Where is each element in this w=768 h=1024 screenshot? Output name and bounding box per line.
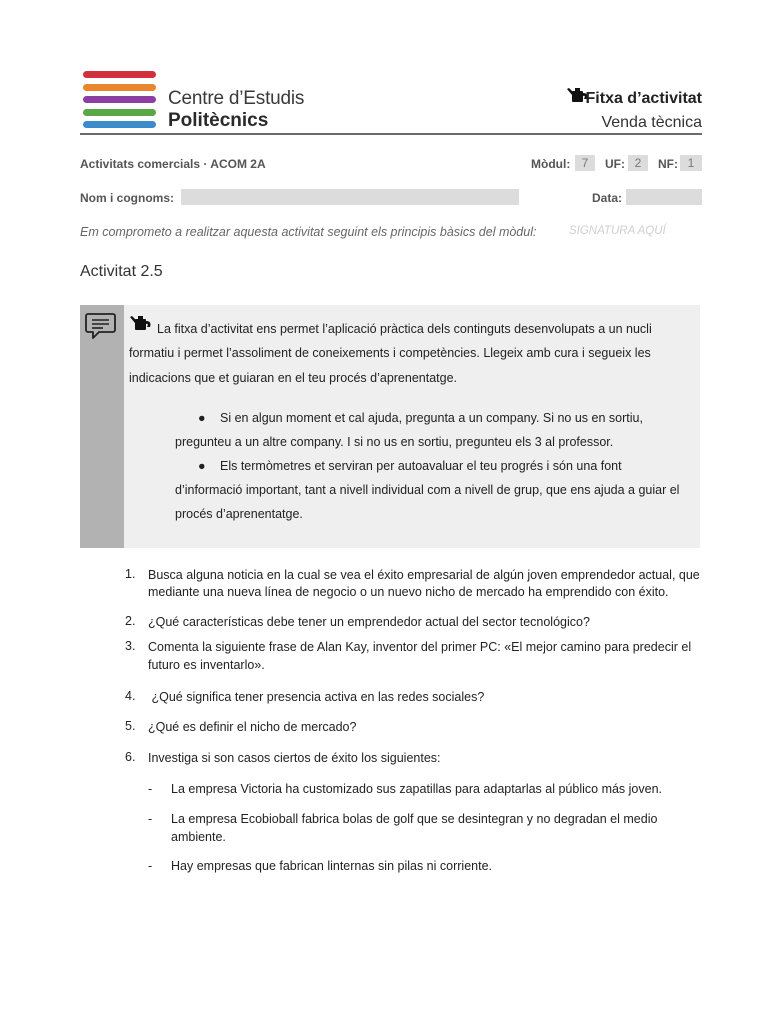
case-dash: -	[148, 782, 153, 796]
document-type: Fitxa d’activitat	[585, 90, 702, 107]
name-label: Nom i cognoms:	[80, 191, 175, 205]
uf-value[interactable]: 2	[628, 155, 648, 171]
question-1-line-1: Busca alguna noticia en la cual se vea el éxito empresarial de algún joven emprendedor actual, que	[148, 568, 700, 582]
info-box-sidebar	[80, 305, 124, 548]
question-3-line-2: futuro es inventarlo».	[148, 658, 265, 672]
date-field[interactable]	[626, 189, 702, 205]
question-2: ¿Qué características debe tener un emprendedor actual del sector tecnológico?	[148, 615, 590, 629]
activity-title: Activitat 2.5	[80, 263, 163, 280]
info-bullet-1-line-1: Si en algun moment et cal ajuda, pregunta a un company. Si no us en sortiu,	[220, 411, 643, 425]
question-3-line-1: Comenta la siguiente frase de Alan Kay, inventor del primer PC: «El mejor camino para predecir el	[148, 640, 692, 654]
question-number: 4.	[125, 689, 136, 703]
nf-label: NF:	[658, 157, 678, 171]
bullet-dot: ●	[198, 411, 206, 425]
case-3: Hay empresas que fabrican linternas sin pilas ni corriente.	[171, 859, 492, 873]
case-dash: -	[148, 812, 153, 826]
header-divider	[80, 133, 702, 135]
logo-line-2: Politècnics	[168, 110, 269, 131]
modul-value[interactable]: 7	[575, 155, 595, 171]
info-bullet-1-line-2: pregunteu a un altre company. I si no us en sortiu, pregunteu els 3 al professor.	[175, 435, 614, 449]
nf-value[interactable]: 1	[680, 155, 702, 171]
question-number: 6.	[125, 750, 136, 764]
date-label: Data:	[592, 191, 623, 205]
info-bullet-2-line-1: Els termòmetres et serviran per autoavaluar el teu progrés i són una font	[220, 459, 622, 473]
info-line-2: formatiu i permet l’assoliment de coneixements i competències. Llegeix amb cura i segueix les	[129, 346, 651, 360]
document-subtitle: Venda tècnica	[601, 114, 702, 131]
info-bullet-2-line-3: procés d’aprenentatge.	[175, 507, 303, 521]
info-bullet-2-line-2: d’informació important, tant a nivell individual com a nivell de grup, que ens ajuda a guiar el	[175, 483, 680, 497]
case-1: La empresa Victoria ha customizado sus zapatillas para adaptarlas al público más joven.	[171, 782, 663, 796]
name-field[interactable]	[181, 189, 519, 205]
logo-stripe-purple	[83, 96, 156, 103]
info-line-1: La fitxa d’activitat ens permet l’aplicació pràctica dels continguts desenvolupats a un nucli	[157, 322, 652, 336]
uf-label: UF:	[605, 157, 625, 171]
question-1-line-2: mediante una nueva línea de negocio o un nuevo nicho de mercado ha emprendido con éxito.	[148, 585, 669, 599]
question-number: 3.	[125, 639, 136, 653]
signature-field[interactable]: SIGNATURA AQUÍ	[569, 225, 666, 237]
logo-line-1: Centre d’Estudis	[168, 88, 305, 109]
case-2-line-1: La empresa Ecobioball fabrica bolas de golf que se desintegran y no degradan el medio	[171, 812, 658, 826]
question-number: 2.	[125, 614, 136, 628]
question-number: 5.	[125, 719, 136, 733]
bullet-dot: ●	[198, 459, 206, 473]
chat-bubble-icon	[85, 312, 116, 340]
modul-label: Mòdul:	[531, 157, 571, 171]
logo-stripe-orange	[83, 84, 156, 91]
course-label: Activitats comercials · ACOM 2A	[80, 157, 266, 171]
logo-stripe-blue	[83, 121, 156, 128]
case-dash: -	[148, 859, 153, 873]
commitment-text: Em comprometo a realitzar aquesta activitat seguint els principis bàsics del mòdul:	[80, 225, 537, 239]
case-2-line-2: ambiente.	[171, 830, 226, 844]
question-6: Investiga si son casos ciertos de éxito los siguientes:	[148, 751, 441, 765]
question-4: ¿Qué significa tener presencia activa en las redes sociales?	[148, 690, 485, 704]
logo-stripe-red	[83, 71, 156, 78]
info-line-3: indicacions que et guiaran en el teu procés d’aprenentatge.	[129, 371, 458, 385]
logo-stripe-green	[83, 109, 156, 116]
question-number: 1.	[125, 567, 136, 581]
watering-can-icon	[129, 315, 153, 332]
question-5: ¿Qué es definir el nicho de mercado?	[148, 720, 357, 734]
